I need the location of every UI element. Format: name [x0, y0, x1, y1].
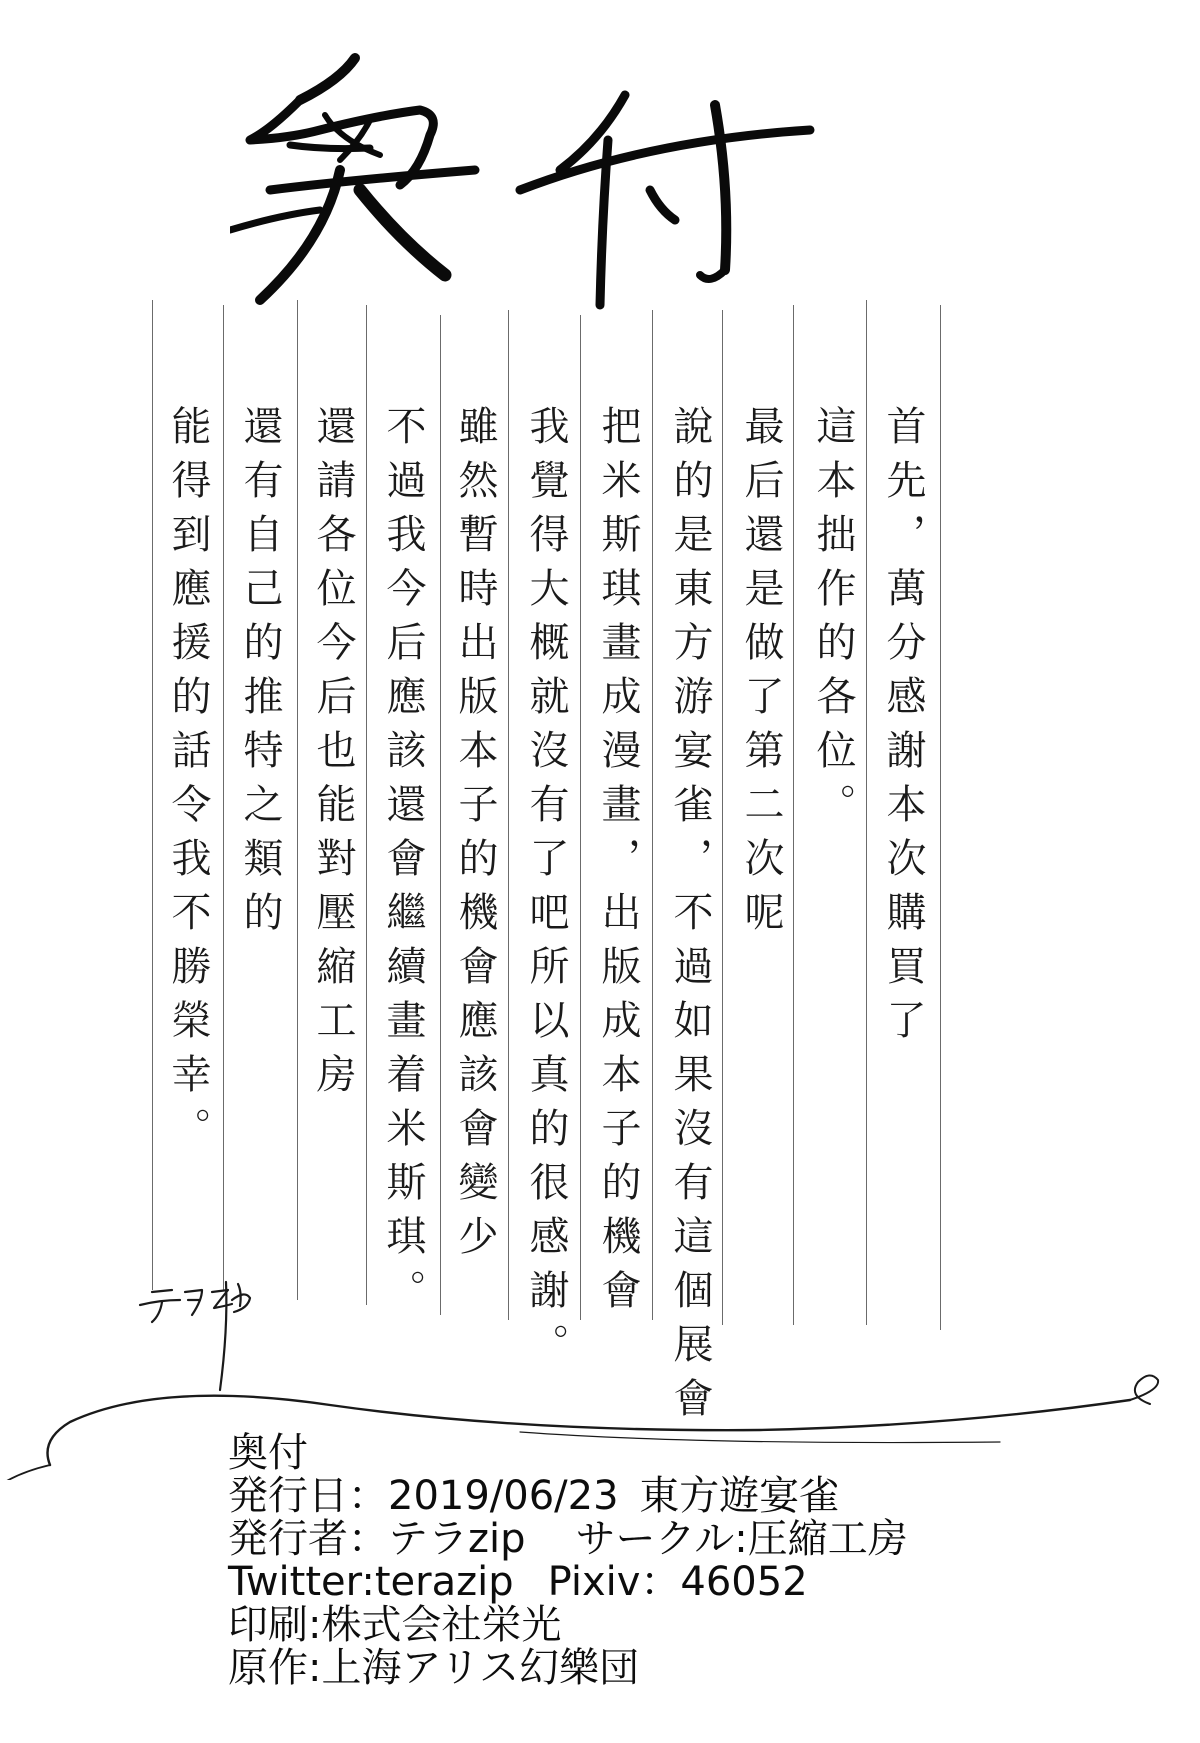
- rule-line: [297, 300, 298, 1300]
- rule-line: [223, 305, 224, 1290]
- rule-line: [866, 300, 867, 1325]
- colophon-title-line: [228, 1432, 1188, 1475]
- rule-line: [940, 305, 941, 1330]
- letter-column-2: 這本拙作的各位。: [810, 405, 856, 837]
- circle-label: サークル:: [575, 1516, 748, 1562]
- circle-value: 圧縮工房: [747, 1516, 908, 1562]
- letter-column-5: 把米斯琪畫成漫畫，出版成本子的機會: [595, 405, 641, 1323]
- printer-label: 印刷:: [228, 1602, 322, 1648]
- letter-column-9: 還請各位今后也能對壓縮工房: [310, 405, 356, 1107]
- rule-line: [652, 310, 653, 1320]
- original-work-line: [228, 1647, 1188, 1690]
- letter-column-1: 首先，萬分感謝本次購買了: [880, 405, 926, 1053]
- letter-column-6: 我覺得大概就沒有了吧所以真的很感謝。: [523, 405, 569, 1377]
- printer-value: 株式会社栄光: [321, 1602, 562, 1648]
- original-label: 原作:: [228, 1645, 322, 1691]
- letter-column-3: 最后還是做了第二次呢: [738, 405, 784, 945]
- letter-column-7: 雖然暫時出版本子的機會應該會變少: [452, 405, 498, 1269]
- issue-date-line: [228, 1475, 1188, 1518]
- issue-date-value: 2019/06/23: [388, 1473, 619, 1519]
- social-line: [228, 1561, 1188, 1604]
- twitter-handle: terazip: [374, 1559, 514, 1605]
- issue-date-label: 発行日：: [228, 1473, 388, 1519]
- rule-line: [152, 300, 153, 1290]
- colophon-title: 奥付: [228, 1430, 308, 1476]
- original-value: 上海アリス幻樂団: [321, 1645, 640, 1691]
- publisher-value: テラzip: [388, 1516, 526, 1562]
- rule-line: [366, 305, 367, 1305]
- issue-event: 東方遊宴雀: [639, 1473, 840, 1519]
- pixiv-id: 46052: [680, 1559, 808, 1605]
- publisher-label: 発行者：: [228, 1516, 388, 1562]
- pixiv-label: Pixiv：: [547, 1559, 681, 1605]
- rule-line: [793, 305, 794, 1325]
- letter-column-11: 能得到應援的話令我不勝榮幸。: [165, 405, 211, 1161]
- letter-column-8: 不過我今后應該還會繼續畫着米斯琪。: [380, 405, 426, 1323]
- letter-column-10: 還有自己的推特之類的: [237, 405, 283, 945]
- colophon-block: [228, 1432, 1188, 1690]
- rule-line: [508, 310, 509, 1320]
- rule-line: [440, 315, 441, 1315]
- publisher-line: [228, 1518, 1188, 1561]
- letter-column-4: 說的是東方游宴雀，不過如果沒有這個展會: [667, 405, 713, 1431]
- rule-line: [722, 310, 723, 1325]
- rule-line: [580, 315, 581, 1320]
- printer-line: [228, 1604, 1188, 1647]
- twitter-label: Twitter:: [228, 1559, 375, 1605]
